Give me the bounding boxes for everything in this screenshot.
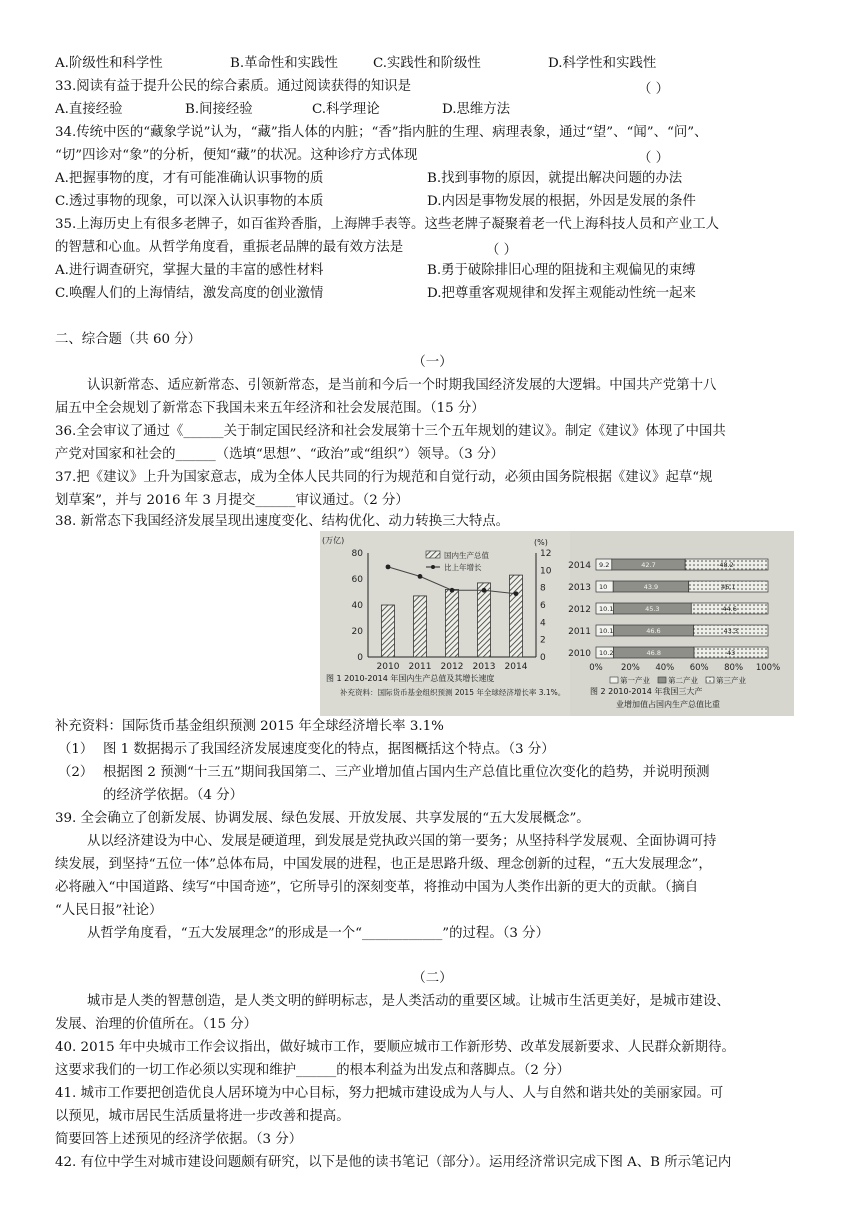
right-axis-unit: (%): [534, 538, 548, 547]
part-two-heading: （二）: [412, 971, 453, 986]
q38-sub2-text-line2: 的经济学依据。（4 分）: [103, 788, 243, 803]
left-tick-label: 40: [351, 601, 363, 611]
x-tick-label: 2010: [376, 662, 400, 672]
q32-option-c: C.实践性和阶级性: [373, 56, 481, 71]
share-value-label: 10.1: [599, 627, 614, 635]
q33-answer-paren: （ ）: [638, 82, 670, 97]
q41-line3: 简要回答上述预见的经济学依据。（3 分）: [55, 1132, 303, 1147]
share-value-label: 48.2: [719, 561, 734, 569]
q41-line2: 以预见，城市居民生活质量将进一步改善和提高。: [55, 1109, 350, 1124]
q36-line2: 产党对国家和社会的______（选填“思想”、“政治”或“组织”）领导。（3 分）: [55, 447, 504, 462]
left-tick-label: 60: [351, 575, 363, 585]
q35-option-a: A.进行调查研究，掌握大量的丰富的感性材料: [55, 263, 324, 278]
q35-option-d: D.把尊重客观规律和发挥主观能动性统一起来: [427, 286, 696, 301]
q32-option-d: D.科学性和实践性: [548, 56, 657, 71]
q33-option-b: B.间接经验: [185, 102, 253, 117]
q32-option-b: B.革命性和实践性: [230, 56, 338, 71]
gdp-bar: [446, 589, 459, 657]
share-value-label: 10.1: [599, 605, 614, 613]
q33-stem: 33.阅读有益于提升公民的综合素质。通过阅读获得的知识是: [55, 79, 412, 94]
share-value-label: 9.2: [599, 561, 610, 569]
growth-point: [514, 591, 519, 596]
q42-line1: 42. 有位中学生对城市建设问题颇有研究，以下是他的读书笔记（部分）。运用经济常识完成下图 A、B 所示笔记内: [55, 1155, 732, 1170]
chart-figure: [320, 531, 794, 716]
x-tick-label: 2012: [440, 662, 464, 672]
q38-sub2-number: （2）: [58, 765, 94, 780]
share-value-label: 46.6: [646, 627, 661, 635]
q38-sub2-text-line1: 根据图 2 预测“十三五”期间我国第二、三产业增加值占国内生产总值比重位次变化的趋势，并说明预测: [103, 765, 710, 780]
intro2-line2: 发展、治理的价值所在。（15 分）: [55, 1017, 258, 1032]
q36-line1: 36.全会审议了通过《______关于制定国民经济和社会发展第十三个五年规划的建议》。制定《建议》体现了中国共: [55, 424, 726, 439]
right-tick-label: 12: [540, 549, 552, 559]
q40-line1: 40. 2015 年中央城市工作会议指出，做好城市工作，要顺应城市工作新形势、改革发展新要求、人民群众新期待。: [55, 1040, 735, 1055]
q39-question: 从哲学角度看，“五大发展理念”的形成是一个“____________”的过程。（3 分）: [87, 926, 549, 941]
q38-sub1-text: 图 1 数据揭示了我国经济发展速度变化的特点，据图概括这个特点。（3 分）: [103, 742, 555, 757]
x-tick-label: 80%: [724, 663, 744, 673]
q34-option-a: A.把握事物的度，才有可能准确认识事物的质: [55, 171, 324, 186]
share-value-label: 43.3: [723, 627, 739, 635]
legend-swatch: [658, 677, 666, 683]
legend-label: 第三产业: [716, 676, 746, 685]
q35-answer-paren: （ ）: [486, 243, 518, 258]
year-label: 2014: [568, 561, 591, 571]
q35-stem-line2: 的智慧和心血。从哲学角度看，重振老品牌的最有效方法是: [55, 240, 404, 255]
gdp-bar: [478, 583, 491, 657]
part-one-heading: （一）: [412, 355, 453, 370]
q34-stem-line2: “切”四诊对“象”的分析，便知“藏”的状况。这种诊疗方式体现: [55, 148, 418, 163]
q33-option-a: A.直接经验: [55, 102, 123, 117]
gdp-bar: [414, 596, 427, 657]
q38-line1: 38. 新常态下我国经济发展呈现出速度变化、结构优化、动力转换三大特点。: [55, 514, 510, 529]
q32-option-a: A.阶级性和科学性: [55, 56, 163, 71]
left-axis-unit: (万亿): [322, 536, 345, 545]
right-tick-label: 6: [540, 601, 546, 611]
share-value-label: 43: [726, 649, 736, 657]
x-tick-label: 2011: [408, 662, 432, 672]
chart-svg: [320, 531, 794, 716]
legend-gdp-label: 国内生产总值: [444, 551, 489, 560]
year-label: 2012: [568, 605, 591, 615]
chart2-title-line1: 图 2 2010-2014 年我国三大产: [590, 687, 703, 696]
supplement-note: 补充资料：国际货币基金组织预测 2015 年全球经济增长率 3.1%: [55, 719, 444, 734]
share-value-label: 42.7: [641, 561, 656, 569]
q34-stem-line1: 34.传统中医的“藏象学说”认为，“藏”指人体的内脏；“香”指内脏的生理、病理表象，通过“望”、“闻”、“问”、: [55, 125, 708, 140]
year-label: 2011: [568, 627, 591, 637]
growth-point: [450, 588, 455, 593]
q34-option-c: C.透过事物的现象，可以深入认识事物的本质: [55, 194, 324, 209]
share-value-label: 44.6: [722, 605, 737, 613]
chart1-title: 图 1 2010-2014 年国内生产总值及其增长速度: [326, 674, 495, 683]
q35-option-c: C.唤醒人们的上海情结，激发高度的创业激情: [55, 286, 324, 301]
legend-growth-label: 比上年增长: [444, 563, 482, 572]
right-tick-label: 2: [540, 635, 546, 646]
q40-line2: 这要求我们的一切工作必须以实现和维护______的根本利益为出发点和落脚点。（2 分）: [55, 1063, 570, 1078]
share-value-label: 10.2: [599, 649, 614, 657]
legend-gdp-swatch: [426, 551, 440, 558]
right-tick-label: 4: [540, 618, 546, 629]
legend-swatch: [706, 677, 714, 683]
right-tick-label: 10: [540, 566, 552, 577]
left-tick-label: 80: [351, 549, 363, 559]
q34-answer-paren: （ ）: [638, 151, 670, 166]
right-tick-label: 8: [540, 583, 546, 594]
q33-option-c: C.科学理论: [312, 102, 380, 117]
intro1-line1: 认识新常态、适应新常态、引领新常态，是当前和今后一个时期我国经济发展的大逻辑。中国共产党第十八: [87, 378, 717, 393]
legend-growth-marker: [431, 565, 435, 569]
x-tick-label: 0%: [589, 663, 603, 673]
chart1-note: 补充资料：国际货币基金组织预测 2015 年全球经济增长率 3.1%。: [340, 688, 566, 697]
intro2-line1: 城市是人类的智慧创造，是人类文明的鲜明标志，是人类活动的重要区域。让城市生活更美好，是城市建设、: [87, 994, 730, 1009]
left-tick-label: 20: [351, 627, 363, 637]
share-value-label: 43.9: [643, 583, 659, 591]
x-tick-label: 2014: [504, 662, 528, 672]
year-label: 2013: [568, 583, 591, 593]
growth-point: [418, 574, 423, 579]
x-tick-label: 100%: [755, 663, 781, 673]
left-tick-label: 0: [357, 653, 363, 663]
q39-para-line1: 从以经济建设为中心、发展是硬道理，到发展是党执政兴国的第一要务；从坚持科学发展观、全面协调可持: [87, 834, 717, 849]
growth-point: [482, 588, 487, 593]
chart2-title-line2: 业增加值占国内生产总值比重: [616, 700, 720, 709]
q35-stem-line1: 35.上海历史上有很多老牌子，如百雀羚香脂，上海牌手表等。这些老牌子凝聚着老一代上海科技人员和产业工人: [55, 217, 720, 232]
q37-line2: 划草案”，并与 2016 年 3 月提交______审议通过。（2 分）: [55, 493, 409, 508]
x-tick-label: 2013: [472, 662, 496, 672]
legend-label: 第一产业: [620, 676, 650, 685]
x-tick-label: 40%: [655, 663, 675, 673]
share-value-label: 46.1: [721, 583, 736, 591]
q33-option-d: D.思维方法: [442, 102, 511, 117]
share-value-label: 45.3: [645, 605, 660, 613]
q39-line1: 39. 全会确立了创新发展、协调发展、绿色发展、开放发展、共享发展的“五大发展概念”。: [55, 811, 590, 826]
gdp-bar: [510, 575, 523, 657]
intro1-line2: 届五中全会规划了新常态下我国未来五年经济和社会发展范围。（15 分）: [55, 401, 485, 416]
q34-option-d: D.内因是事物发展的根据，外因是发展的条件: [427, 194, 696, 209]
year-label: 2010: [568, 649, 591, 659]
growth-point: [386, 564, 391, 569]
q41-line1: 41. 城市工作要把创造优良人居环境为中心目标，努力把城市建设成为人与人、人与自然和谐共处的美丽家园。可: [55, 1086, 724, 1101]
legend-label: 第二产业: [668, 676, 698, 685]
q39-para-line4: “人民日报”社论）: [55, 903, 163, 918]
q38-sub1-number: （1）: [58, 742, 94, 757]
legend-swatch: [610, 677, 618, 683]
q35-option-b: B.勇于破除排旧心理的阻拢和主观偏见的束缚: [427, 263, 696, 278]
right-tick-label: 0: [540, 653, 546, 663]
share-value-label: 10: [599, 583, 608, 591]
share-value-label: 46.8: [646, 649, 662, 657]
q37-line1: 37.把《建议》上升为国家意志，成为全体人民共同的行为规范和自觉行动，必须由国务院根据《建议》起草“规: [55, 470, 713, 485]
q39-para-line3: 必将融入“中国道路、续写“中国奇迹”，它所导引的深刻变革，将推动中国为人类作出新的更大的贡献。（摘自: [55, 880, 699, 895]
x-tick-label: 20%: [620, 663, 640, 673]
gdp-bar: [382, 605, 395, 657]
q34-option-b: B.找到事物的原因，就提出解决问题的办法: [427, 171, 683, 186]
q39-para-line2: 续发展，到坚持“五位一体”总体布局，中国发展的进程，也正是思路升级、理念创新的过程，“五大发展理念”，: [55, 857, 712, 872]
section-title: 二、综合题（共 60 分）: [55, 332, 202, 347]
x-tick-label: 60%: [689, 663, 709, 673]
